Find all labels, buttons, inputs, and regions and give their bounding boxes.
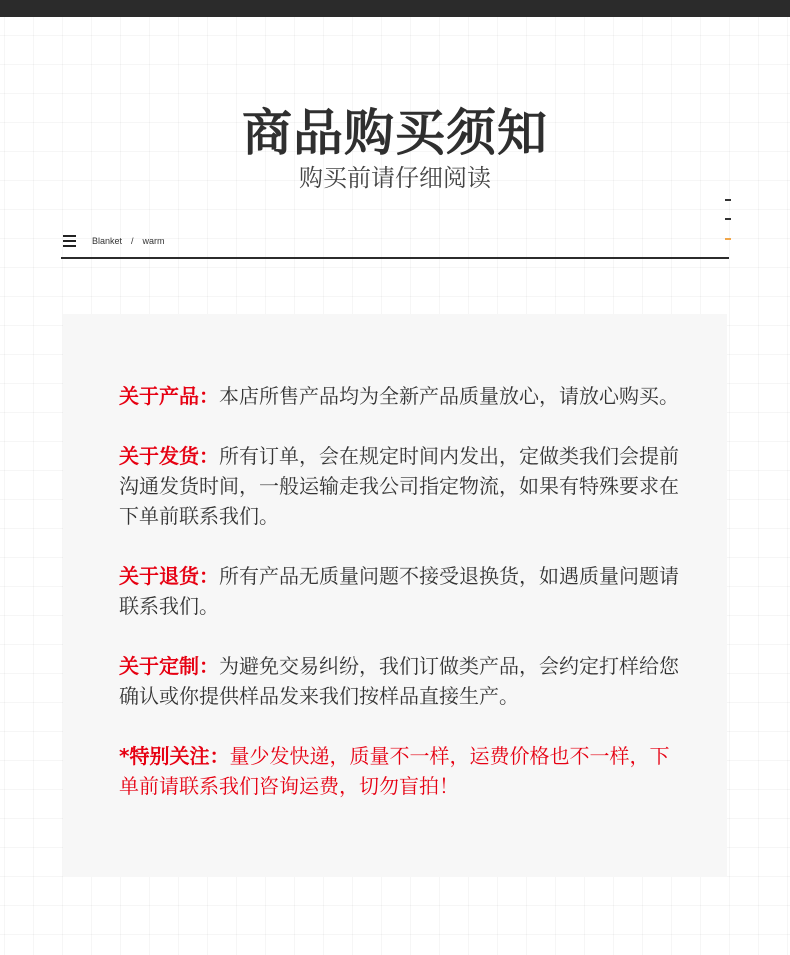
- notice-text: 所有产品无质量问题不接受退换货，如遇质量问题请联系我们。: [119, 564, 679, 618]
- notice-text: 本店所售产品均为全新产品质量放心，请放心购买。: [219, 384, 679, 408]
- decorative-dash-accent: [725, 238, 731, 240]
- notice-returns: [119, 561, 679, 621]
- breadcrumb-item-blanket[interactable]: Blanket: [92, 236, 123, 246]
- notice-shipping: [119, 441, 679, 531]
- notice-label: *特别关注：: [119, 744, 230, 768]
- notice-panel: [63, 314, 727, 877]
- page-title: 商品购买须知: [242, 103, 548, 162]
- top-bar: [0, 0, 790, 17]
- notice-label: 关于定制：: [119, 654, 219, 678]
- notice-text: 为避免交易纠纷，我们订做类产品，会约定打样给您确认或你提供样品发来我们按样品直接生产。: [119, 654, 679, 708]
- notice-special-attention: [119, 741, 679, 801]
- notice-label: 关于产品：: [119, 384, 219, 408]
- header-divider: [61, 257, 729, 259]
- notice-label: 关于发货：: [119, 444, 219, 468]
- notice-text: 量少发快递，质量不一样，运费价格也不一样，下单前请联系我们咨询运费，切勿盲拍！: [119, 744, 670, 798]
- menu-icon[interactable]: [63, 235, 76, 247]
- breadcrumb-item-warm[interactable]: warm: [142, 236, 165, 246]
- breadcrumb-separator: /: [131, 236, 134, 246]
- notice-product: [119, 381, 679, 411]
- decorative-dash: [725, 218, 731, 220]
- notice-text: 所有订单，会在规定时间内发出，定做类我们会提前沟通发货时间，一般运输走我公司指定物流，如果有特殊要求在下单前联系我们。: [119, 444, 679, 528]
- breadcrumb: [92, 235, 165, 247]
- page-subtitle: 购买前请仔细阅读: [299, 164, 491, 192]
- notice-label: 关于退货：: [119, 564, 219, 588]
- decorative-dash: [725, 199, 731, 201]
- notice-custom: [119, 651, 679, 711]
